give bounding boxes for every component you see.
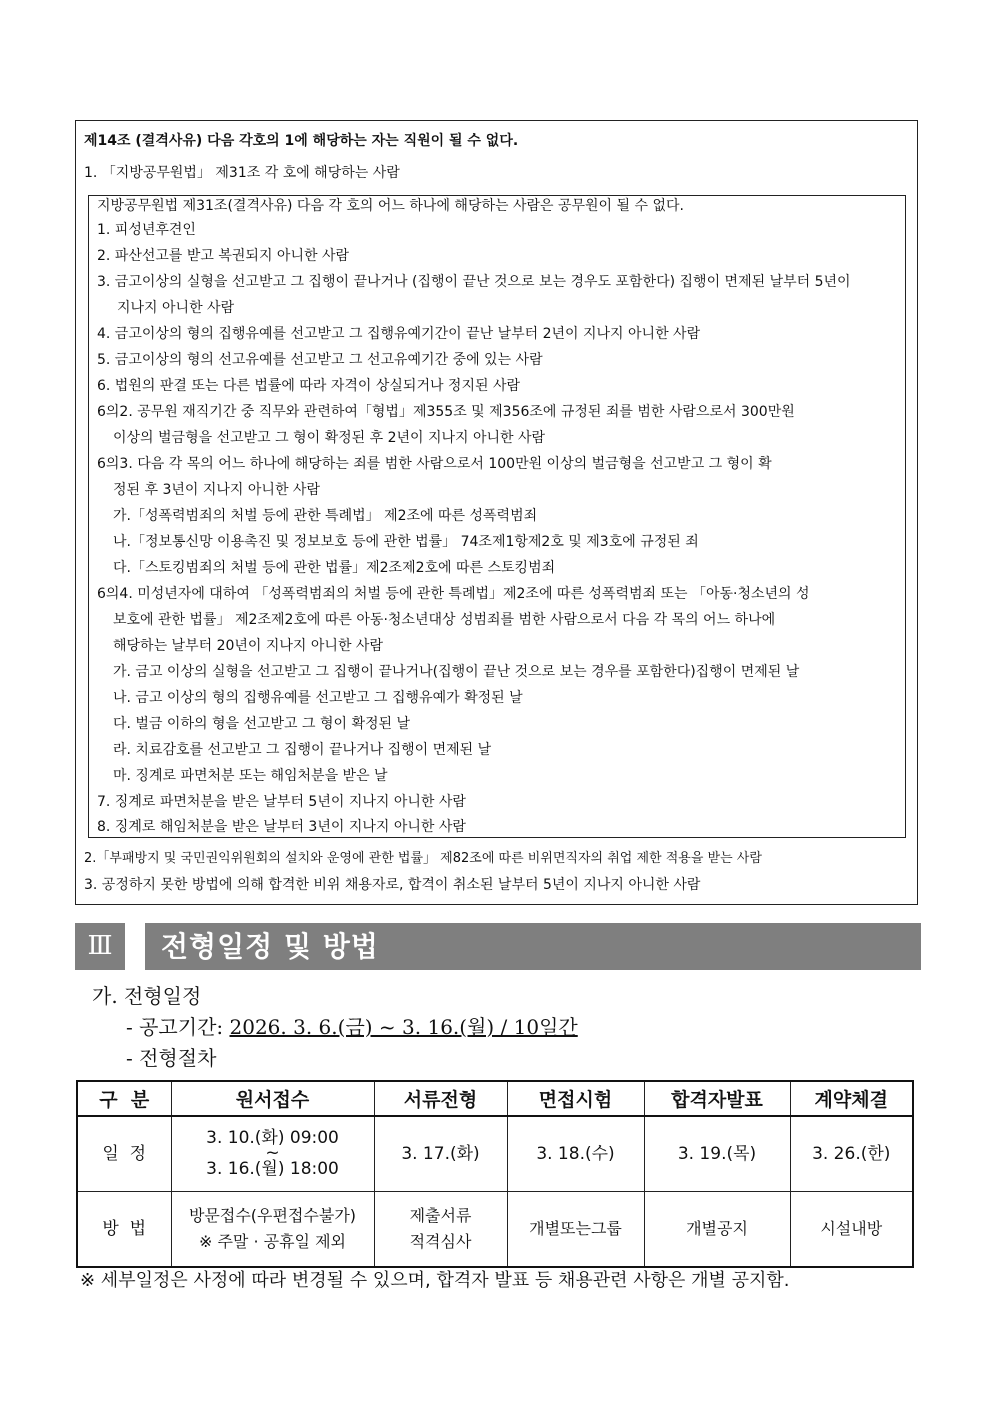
subsection-a: 가. 전형일정 bbox=[92, 984, 202, 1008]
quote-line: 지방공무원법 제31조(결격사유) 다음 각 호의 어느 하나에 해당하는 사람은 공무원이 될 수 없다. bbox=[97, 198, 684, 214]
contract-method: 시설내방 bbox=[790, 1191, 913, 1267]
quote-line: 나. 금고 이상의 형의 집행유예를 선고받고 그 집행유예가 확정된 날 bbox=[113, 690, 523, 706]
quote-line: 다. 벌금 이하의 형을 선고받고 그 형이 확정된 날 bbox=[113, 716, 411, 732]
quote-line: 보호에 관한 법률」 제2조제2호에 따른 아동·청소년대상 성범죄를 범한 사람으로서 다음 각 목의 어느 하나에 bbox=[113, 612, 776, 628]
quote-line: 지나지 아니한 사람 bbox=[117, 300, 235, 316]
quote-line: 5. 금고이상의 형의 선고유예를 선고받고 그 선고유예기간 중에 있는 사람 bbox=[97, 352, 543, 368]
row-label-schedule: 일 정 bbox=[77, 1116, 171, 1191]
document-method-line2: 적격심사 bbox=[409, 1231, 472, 1251]
section-number: Ⅲ bbox=[75, 923, 125, 970]
document-method-line1: 제출서류 bbox=[409, 1205, 472, 1225]
application-method bbox=[171, 1191, 374, 1267]
notice-period bbox=[126, 1013, 578, 1041]
application-method-line2: ※ 주말 · 공휴일 제외 bbox=[198, 1231, 347, 1251]
quote-line: 정된 후 3년이 지나지 아니한 사람 bbox=[113, 482, 320, 498]
quote-line: 다.「스토킹범죄의 처벌 등에 관한 법률」제2조제2호에 따른 스토킹범죄 bbox=[113, 560, 556, 576]
item-1: 1. 「지방공무원법」 제31조 각 호에 해당하는 사람 bbox=[84, 165, 400, 181]
article-title: 제14조 (결격사유) 다음 각호의 1에 해당하는 자는 직원이 될 수 없다. bbox=[84, 133, 519, 149]
quote-line: 마. 징계로 파면처분 또는 해임처분을 받은 날 bbox=[113, 768, 388, 784]
quote-line: 6의2. 공무원 재직기간 중 직무와 관련하여「형법」제355조 및 제356조에 규정된 죄를 범한 사람으로서 300만원 bbox=[97, 404, 795, 420]
quote-line: 6의3. 다음 각 목의 어느 하나에 해당하는 죄를 범한 사람으로서 100만원 이상의 벌금형을 선고받고 그 형이 확 bbox=[97, 456, 772, 472]
quote-line: 2. 파산선고를 받고 복권되지 아니한 사람 bbox=[97, 248, 349, 264]
quote-line: 나.「정보통신망 이용촉진 및 정보보호 등에 관한 법률」 74조제1항제2호 및 제3호에 규정된 죄 bbox=[113, 534, 699, 550]
quote-line: 4. 금고이상의 형의 집행유예를 선고받고 그 집행유예기간이 끝난 날부터 2년이 지나지 아니한 사람 bbox=[97, 326, 701, 342]
header-announcement: 합격자발표 bbox=[644, 1081, 790, 1116]
quote-line: 6의4. 미성년자에 대하여 「성폭력범죄의 처벌 등에 관한 특례법」제2조에 따른 성폭력범죄 또는 「아동·청소년의 성 bbox=[97, 586, 810, 602]
quote-line: 7. 징계로 파면처분을 받은 날부터 5년이 지나지 아니한 사람 bbox=[97, 794, 466, 810]
footnote: ※ 세부일정은 사정에 따라 변경될 수 있으며, 합격자 발표 등 채용관련 사항은 개별 공지함. bbox=[80, 1270, 790, 1291]
application-method-line1: 방문접수(우편접수불가) bbox=[188, 1205, 357, 1225]
document-date: 3. 17.(화) bbox=[374, 1116, 507, 1191]
item-2: 2.「부패방지 및 국민권익위원회의 설치와 운영에 관한 법률」 제82조에 따른 비위면직자의 취업 제한 적용을 받는 사람 bbox=[84, 851, 762, 866]
quote-line: 이상의 벌금형을 선고받고 그 형이 확정된 후 2년이 지나지 아니한 사람 bbox=[113, 430, 546, 446]
application-end: 3. 16.(월) 18:00 bbox=[206, 1158, 339, 1179]
announcement-method: 개별공지 bbox=[644, 1191, 790, 1267]
section-title: 전형일정 및 방법 bbox=[145, 923, 921, 970]
announcement-date: 3. 19.(목) bbox=[644, 1116, 790, 1191]
document-method bbox=[374, 1191, 507, 1267]
application-period bbox=[171, 1116, 374, 1191]
procedure-label: - 전형절차 bbox=[126, 1046, 217, 1070]
quote-line: 1. 피성년후견인 bbox=[97, 222, 196, 238]
table-header-row bbox=[77, 1081, 913, 1116]
table-row-method bbox=[77, 1191, 913, 1267]
contract-date: 3. 26.(한) bbox=[790, 1116, 913, 1191]
header-category: 구 분 bbox=[77, 1081, 171, 1116]
application-start: 3. 10.(화) 09:00 bbox=[206, 1127, 339, 1148]
header-document-review: 서류전형 bbox=[374, 1081, 507, 1116]
header-application: 원서접수 bbox=[171, 1081, 374, 1116]
notice-period-value: 2026. 3. 6.(금) ~ 3. 16.(월) / 10일간 bbox=[229, 1015, 578, 1039]
application-tilde: ~ bbox=[265, 1142, 280, 1163]
item-3: 3. 공정하지 못한 방법에 의해 합격한 비위 채용자로, 합격이 취소된 날부터 5년이 지나지 아니한 사람 bbox=[84, 877, 701, 893]
row-label-method: 방 법 bbox=[77, 1191, 171, 1267]
schedule-table bbox=[76, 1080, 914, 1268]
quote-line: 라. 치료감호를 선고받고 그 집행이 끝나거나 집행이 면제된 날 bbox=[113, 742, 492, 758]
quote-line: 6. 법원의 판결 또는 다른 법률에 따라 자격이 상실되거나 정지된 사람 bbox=[97, 378, 521, 394]
header-interview: 면접시험 bbox=[507, 1081, 644, 1116]
quote-line: 해당하는 날부터 20년이 지나지 아니한 사람 bbox=[113, 638, 383, 654]
interview-method: 개별또는그룹 bbox=[507, 1191, 644, 1267]
disqualification-box bbox=[75, 120, 918, 905]
statute-quote-box bbox=[88, 195, 906, 838]
notice-period-label: - 공고기간: bbox=[126, 1015, 224, 1039]
quote-line: 가.「성폭력범죄의 처벌 등에 관한 특례법」 제2조에 따른 성폭력범죄 bbox=[113, 508, 538, 524]
quote-line: 8. 징계로 해임처분을 받은 날부터 3년이 지나지 아니한 사람 bbox=[97, 819, 466, 835]
quote-line: 3. 금고이상의 실형을 선고받고 그 집행이 끝나거나 (집행이 끝난 것으로 보는 경우도 포함한다) 집행이 면제된 날부터 5년이 bbox=[97, 274, 851, 290]
header-contract: 계약체결 bbox=[790, 1081, 913, 1116]
interview-date: 3. 18.(수) bbox=[507, 1116, 644, 1191]
table-row-schedule bbox=[77, 1116, 913, 1191]
quote-line: 가. 금고 이상의 실형을 선고받고 그 집행이 끝나거나(집행이 끝난 것으로 보는 경우를 포함한다)집행이 면제된 날 bbox=[113, 664, 800, 680]
